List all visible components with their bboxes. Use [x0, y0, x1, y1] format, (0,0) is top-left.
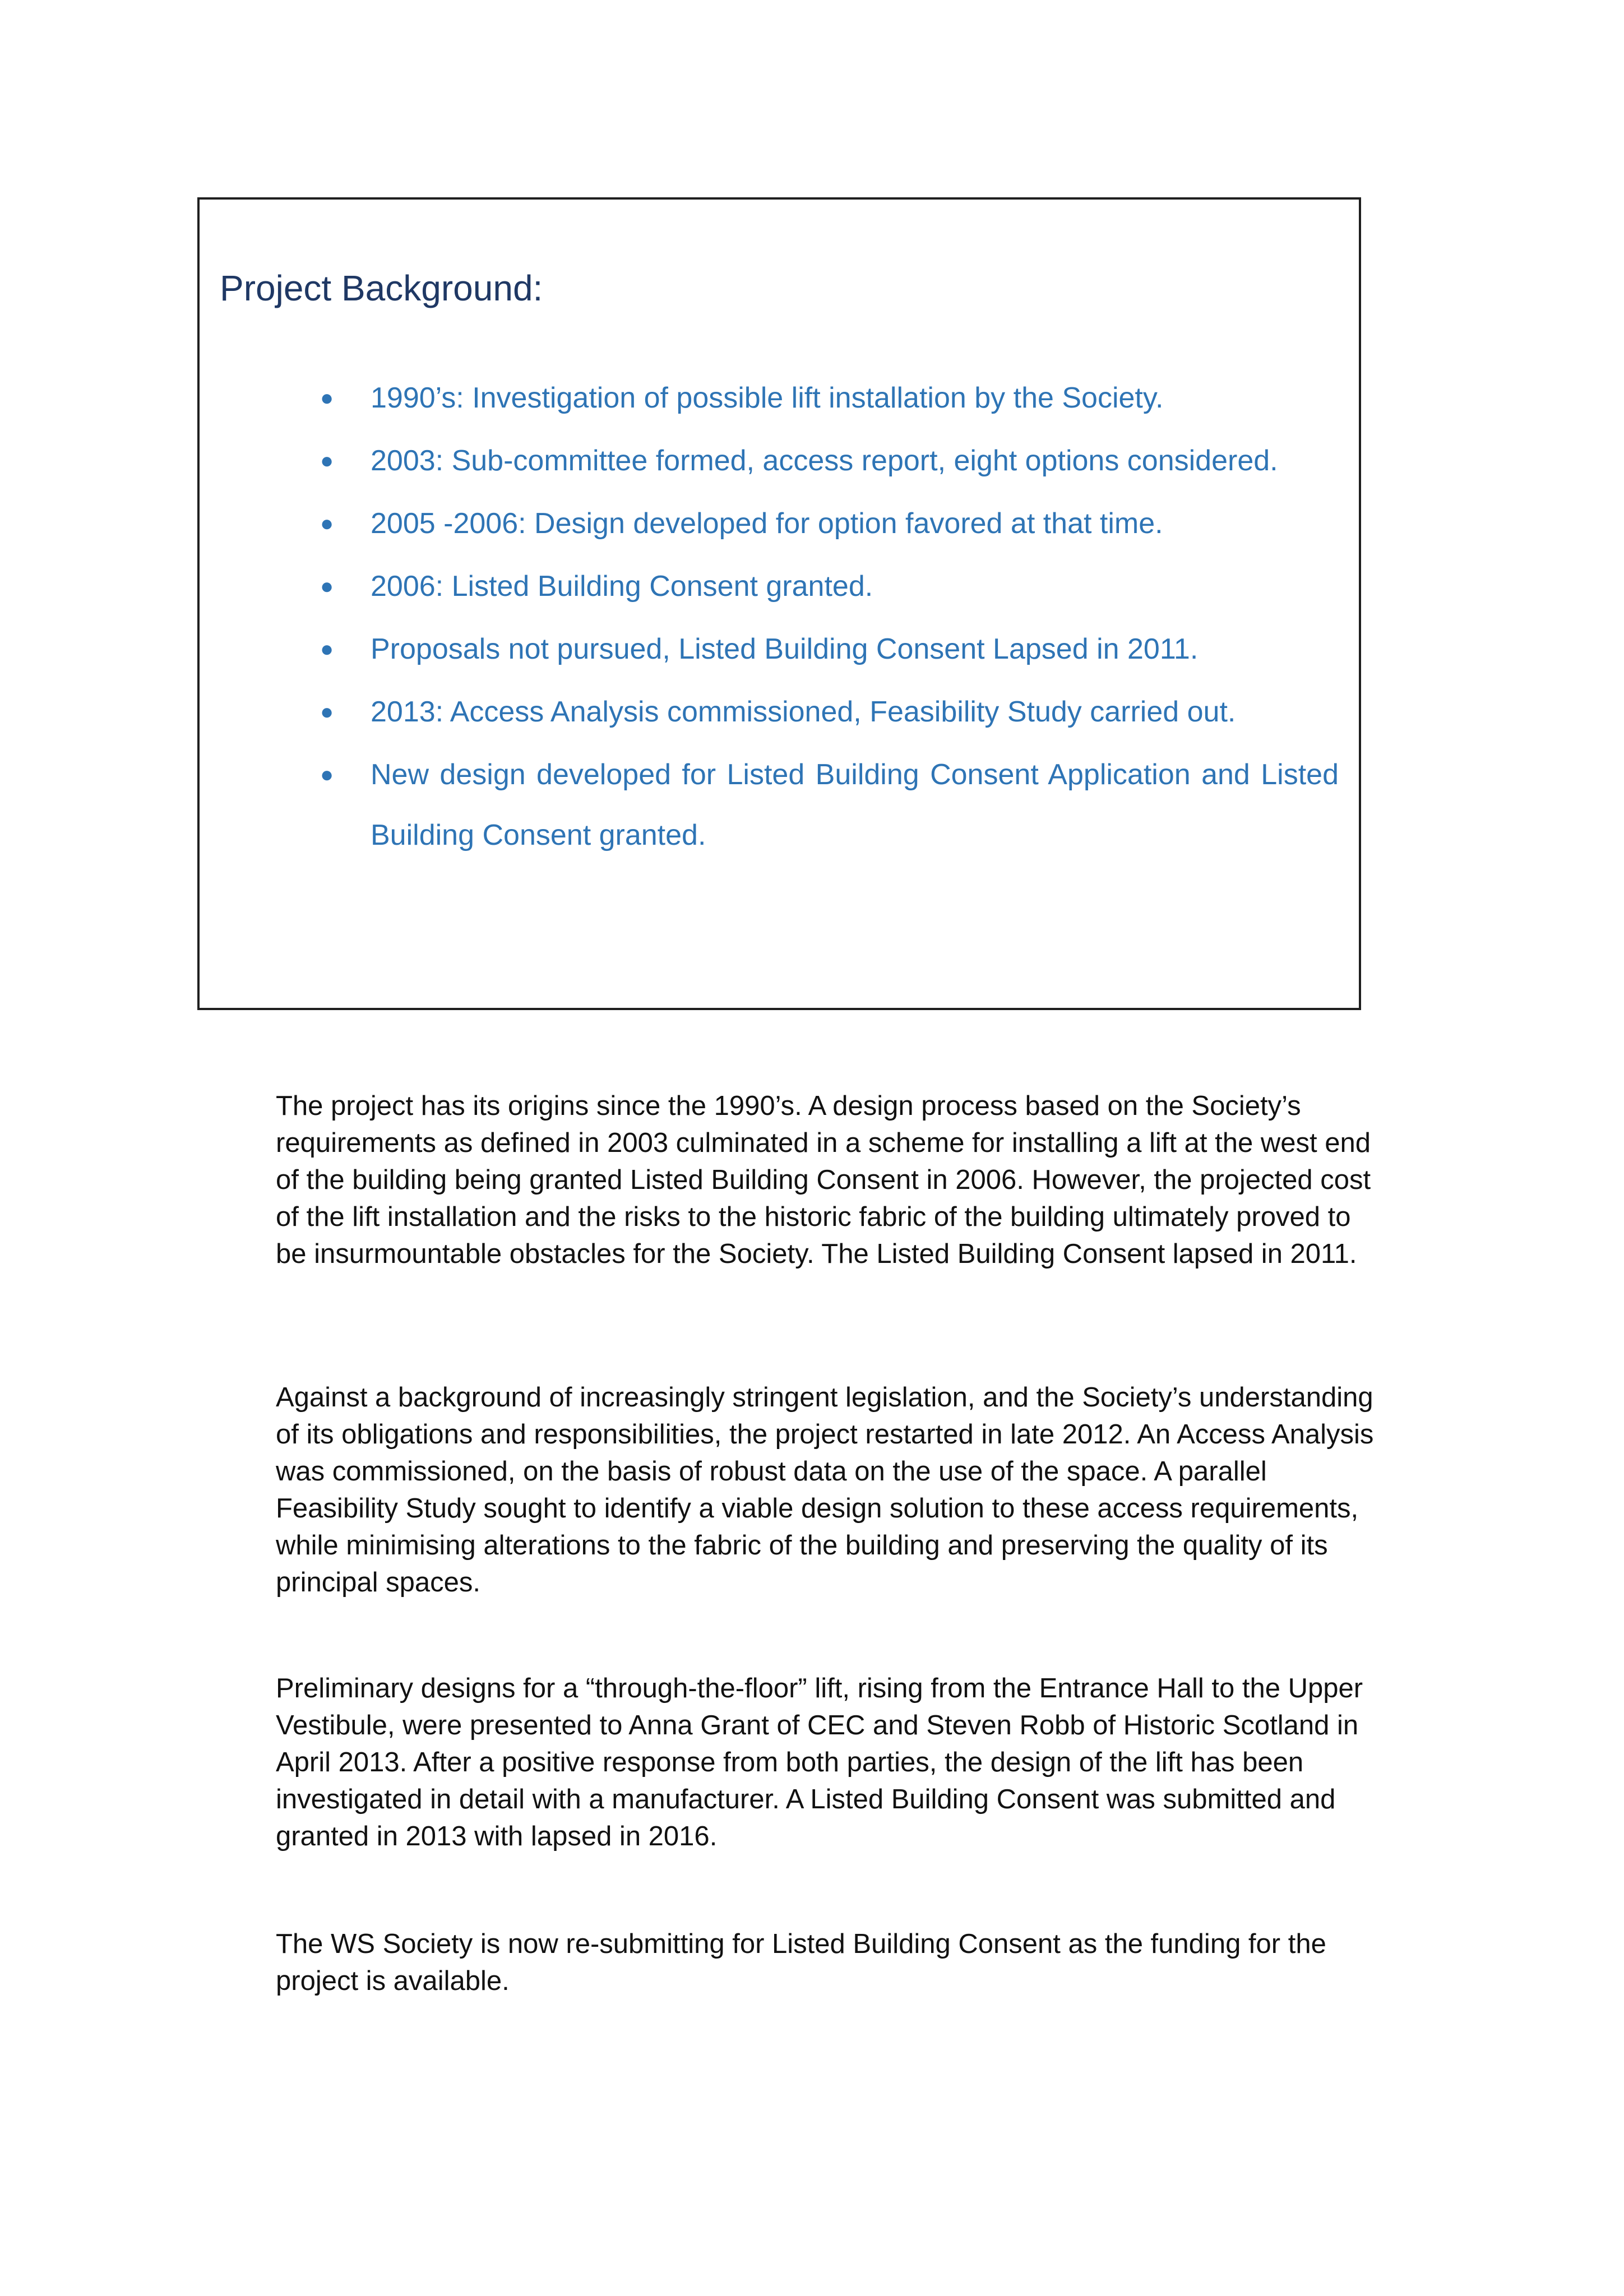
bullet-icon: ●	[320, 637, 334, 661]
list-item	[200, 682, 1359, 742]
project-background-box	[197, 197, 1361, 1010]
list-item	[200, 493, 1359, 554]
list-item	[200, 744, 1359, 865]
section-title: Project Background:	[220, 268, 543, 308]
body-paragraph: Against a background of increasingly stringent legislation, and the Society’s understanding of its obligations and responsibilities, the project restarted in late 2012. An Access Analysis was commissioned, on the basis of robust data on the use of the space. A parallel Feasibility Study sought to identify a viable design solution to these access requirements, while minimising alterations to the fabric of the building and preserving the quality of its principal spaces.	[276, 1382, 1374, 1598]
bullet-icon: ●	[320, 448, 334, 473]
bullet-icon: ●	[320, 574, 334, 599]
bullet-icon: ●	[320, 762, 334, 787]
bullet-icon: ●	[320, 700, 334, 724]
list-item	[200, 368, 1359, 428]
body-paragraph: Preliminary designs for a “through-the-floor” lift, rising from the Entrance Hall to the Upper Vestibule, were presented to Anna Grant of CEC and Steven Robb of Historic Scotland in April 2013. After a positive response from both parties, the design of the lift has been investigated in detail with a manufacturer. A Listed Building Consent was submitted and granted in 2013 with lapsed in 2016.	[276, 1673, 1363, 1851]
list-item-text: 2003: Sub-committee formed, access report, eight options considered.	[371, 445, 1278, 477]
list-item-text: 2005 -2006: Design developed for option favored at that time.	[371, 507, 1163, 540]
list-item	[200, 556, 1359, 617]
bullet-icon: ●	[320, 386, 334, 410]
bullet-icon: ●	[320, 511, 334, 536]
body-paragraph: The project has its origins since the 1990’s. A design process based on the Society’s requirements as defined in 2003 culminated in a scheme for installing a lift at the west end of the building being granted Listed Building Consent in 2006. However, the projected cost of the lift installation and the risks to the historic fabric of the building ultimately proved to be insurmountable obstacles for the Society. The Listed Building Consent lapsed in 2011.	[276, 1091, 1371, 1269]
list-item-text: 2006: Listed Building Consent granted.	[371, 570, 873, 603]
list-item	[200, 430, 1359, 491]
list-item-text: 2013: Access Analysis commissioned, Feasibility Study carried out.	[371, 696, 1236, 728]
background-timeline-list	[200, 368, 1359, 868]
list-item-text: New design developed for Listed Building Consent Application and Listed Building Consent granted.	[371, 758, 1339, 851]
list-item-text: 1990’s: Investigation of possible lift installation by the Society.	[371, 382, 1164, 414]
list-item-text: Proposals not pursued, Listed Building Consent Lapsed in 2011.	[371, 633, 1199, 665]
body-paragraph: The WS Society is now re-submitting for Listed Building Consent as the funding for the project is available.	[276, 1929, 1326, 1996]
list-item	[200, 619, 1359, 679]
